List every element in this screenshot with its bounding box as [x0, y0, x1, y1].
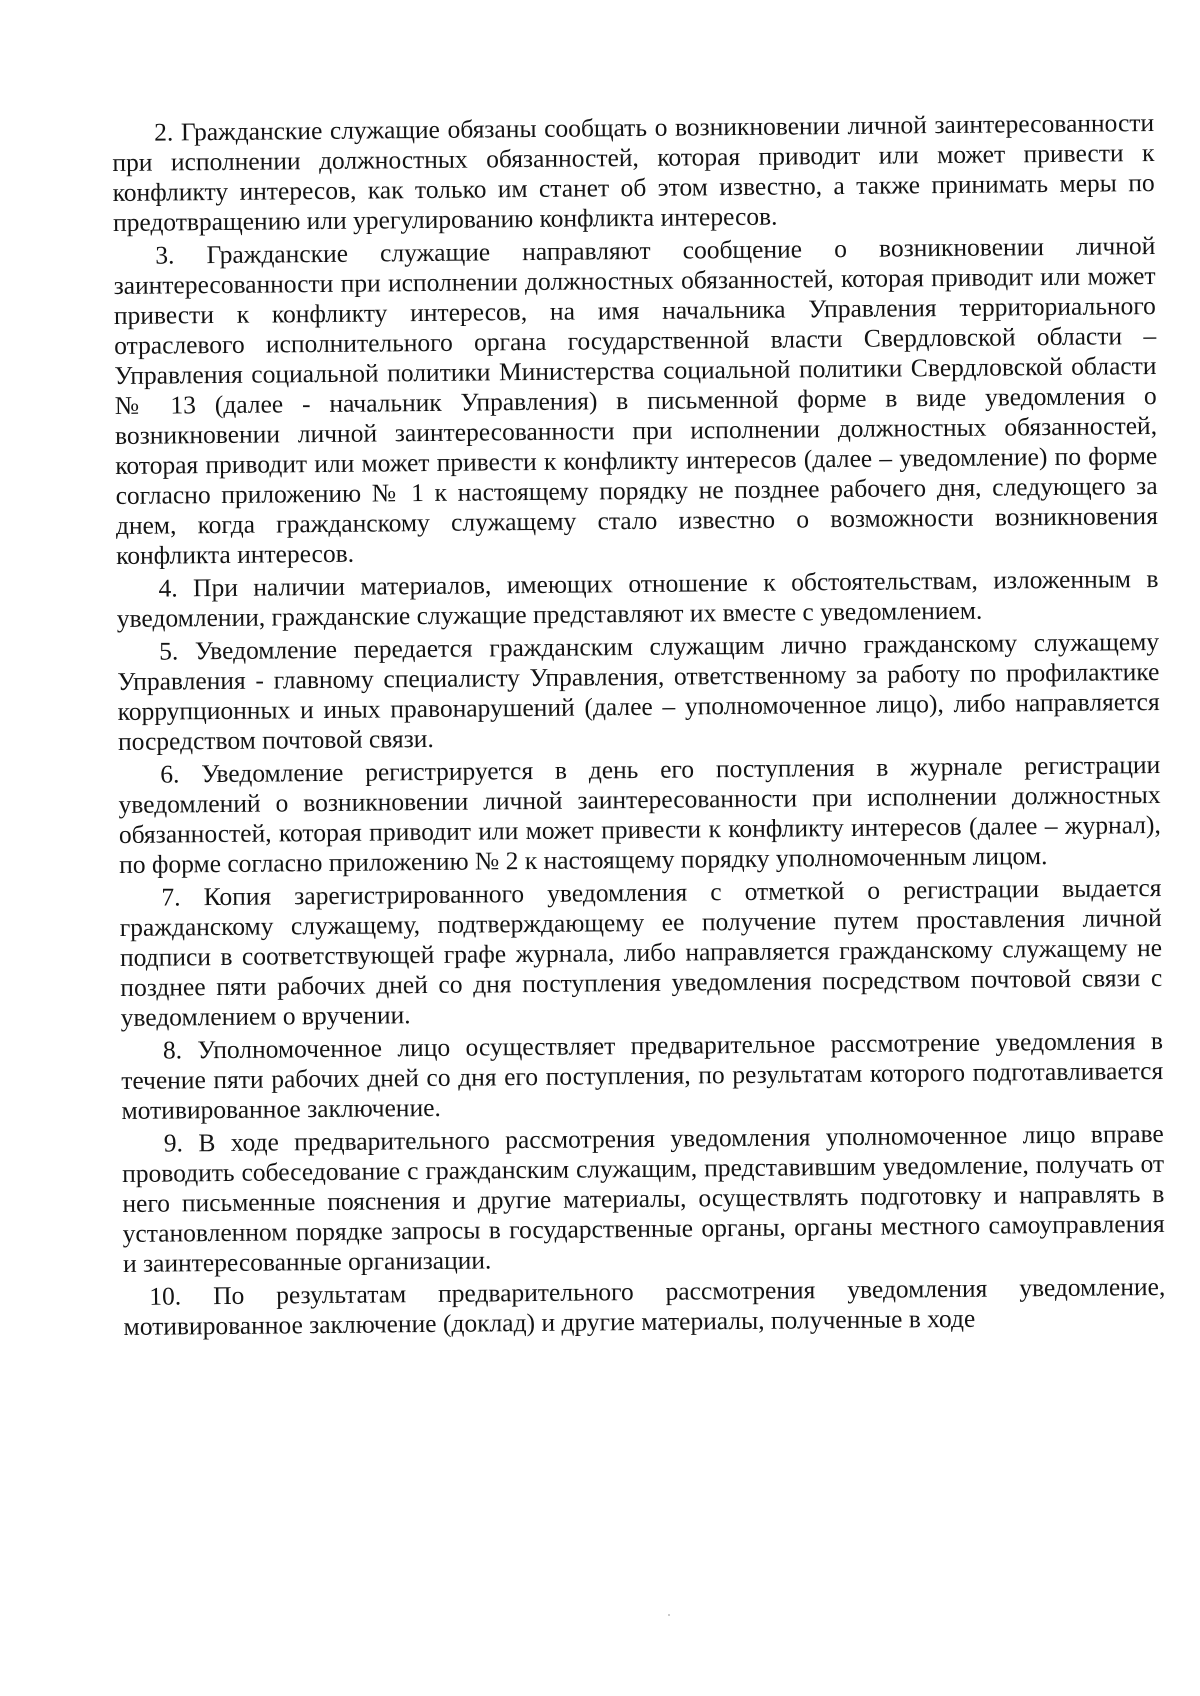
paragraph-9: 9. В ходе предварительного рассмотрения уведомления уполномоченное лицо вправе проводить собеседование с гражданским служащим, представившим уведомление, получать от него письменные пояснения и другие материалы, осуществлять подготовку и направлять в установленном порядке запросы в государственные органы, органы местного самоуправления и заинтересованные организации.: [121, 1118, 1165, 1278]
paragraph-8: 8. Уполномоченное лицо осуществляет предварительное рассмотрение уведомления в течение пяти рабочих дней со дня его поступления, по результатам которого подготавливается мотивированное заключение.: [121, 1025, 1164, 1125]
scan-artifact: [668, 1614, 670, 1616]
paragraph-5: 5. Уведомление передается гражданским служащим лично гражданскому служащему Управления - главному специалисту Управления, ответственному за работу по профилактике коррупционных и иных правонарушений (далее – уполномоченное лицо), либо направляется посредством почтовой связи.: [117, 626, 1160, 756]
paragraph-6: 6. Уведомление регистрируется в день его поступления в журнале регистрации уведомлений о возникновении личной заинтересованности при исполнении должностных обязанностей, которая приводит или может привести к конфликту интересов (далее – журнал), по форме согласно приложению № 2 к настоящему порядку уполномоченным лицом.: [118, 749, 1161, 879]
paragraph-4: 4. При наличии материалов, имеющих отношение к обстоятельствам, изложенным в уведомлении, гражданские служащие представляют их вместе с уведомлением.: [116, 563, 1159, 633]
paragraph-2: 2. Гражданские служащие обязаны сообщать о возникновении личной заинтересованности при исполнении должностных обязанностей, которая приводит или может привести к конфликту интересов, как только им станет об этом известно, а также принимать меры по предотвращению или урегулированию конфликта интересов.: [112, 107, 1155, 237]
paragraph-10: 10. По результатам предварительного рассмотрения уведомления уведомление, мотивированное заключение (доклад) и другие материалы, полученные в ходе: [123, 1271, 1166, 1341]
paragraph-3: 3. Гражданские служащие направляют сообщение о возникновении личной заинтересованности при исполнении должностных обязанностей, которая приводит или может привести к конфликту интересов, на имя начальника Управления территориального отраслевого исполнительного органа государственной власти Свердловской области – Управления социальной политики Министерства социальной политики Свердловской области № 13 (далее - начальник Управления) в письменной форме в виде уведомления о возникновении личной заинтересованности при исполнении должностных обязанностей, которая приводит или может привести к конфликту интересов (далее – уведомление) по форме согласно приложению № 1 к настоящему порядку не позднее рабочего дня, следующего за днем, когда гражданскому служащему стало известно о возможности возникновения конфликта интересов.: [113, 230, 1159, 570]
document-body: [112, 108, 1166, 1345]
paragraph-7: 7. Копия зарегистрированного уведомления с отметкой о регистрации выдается гражданскому служащему, подтверждающему ее получение путем проставления личной подписи в соответствующей графе журнала, либо направляется гражданскому служащему не позднее пяти рабочих дней со дня поступления уведомления посредством почтовой связи с уведомлением о вручении.: [119, 872, 1163, 1032]
